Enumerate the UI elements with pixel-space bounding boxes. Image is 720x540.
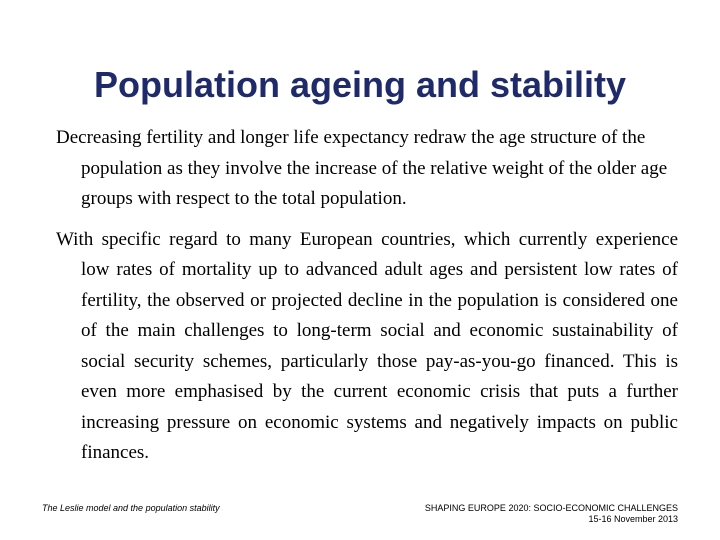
paragraph-european-countries: With specific regard to many European countries, which currently experience low rates of mortality up to advanced adult ages and persistent low rates of fertility, the observed or projected decline in the population is considered one of the main challenges to long-term social and economic sustainability of social security schemes, particularly those pay-as-you-go financed. This is even more emphasised by the current economic crisis that puts a further increasing pressure on economic systems and negatively impacts on public finances. (56, 228, 678, 463)
footer-event-date: 15-16 November 2013 (588, 514, 678, 524)
footer-presentation-title: The Leslie model and the population stability (42, 503, 220, 513)
slide-body (56, 123, 678, 469)
paragraph-fertility: Decreasing fertility and longer life expectancy redraw the age structure of the population as they involve the increase of the relative weight of the older age groups with respect to the total population. (56, 127, 668, 209)
footer-event-info (425, 503, 678, 525)
footer-event-name: SHAPING EUROPE 2020: SOCIO-ECONOMIC CHALLENGES (424, 503, 678, 513)
slide-title: Population ageing and stability (93, 64, 627, 105)
